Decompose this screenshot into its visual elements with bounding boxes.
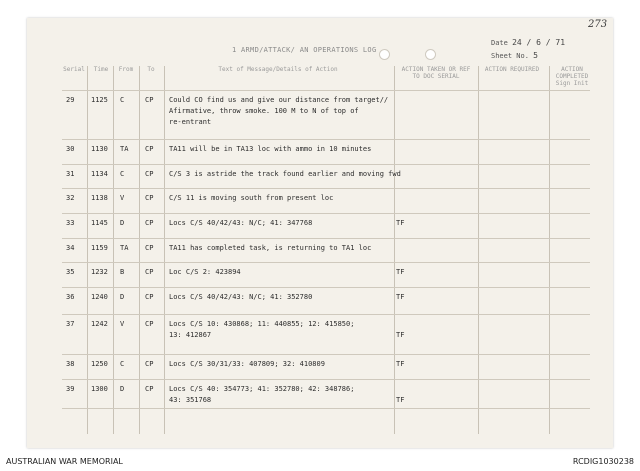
row-divider [62, 314, 590, 315]
time-cell: 1134 [91, 170, 108, 178]
column-header-action-taken: ACTION TAKEN OR REF TO DOC SERIAL [401, 66, 471, 80]
time-cell: 1130 [91, 145, 108, 153]
serial-cell: 39 [66, 385, 75, 393]
row-divider [62, 139, 590, 140]
date-label: Date [491, 39, 508, 47]
to-cell: CP [145, 219, 154, 227]
from-cell: TA [120, 244, 129, 252]
time-cell: 1300 [91, 385, 108, 393]
message-text: Locs C/S 10: 430868; 11: 440855; 12: 415850; [169, 320, 355, 328]
message-text: C/S 11 is moving south from present loc [169, 194, 334, 202]
from-cell: D [120, 219, 125, 227]
serial-cell: 37 [66, 320, 75, 328]
message-text: Locs C/S 40/42/43: N/C; 41: 347768 [169, 219, 313, 227]
serial-cell: 29 [66, 96, 75, 104]
serial-cell: 35 [66, 268, 75, 276]
serial-cell: 34 [66, 244, 75, 252]
punch-hole [379, 49, 390, 60]
serial-cell: 32 [66, 194, 75, 202]
to-cell: CP [145, 194, 154, 202]
time-cell: 1125 [91, 96, 108, 104]
from-cell: V [120, 194, 125, 202]
row-divider [62, 354, 590, 355]
row-divider [62, 238, 590, 239]
time-cell: 1159 [91, 244, 108, 252]
column-header-text: Text of Message/Details of Action [218, 66, 338, 73]
to-cell: CP [145, 385, 154, 393]
message-text: Locs C/S 40: 354773; 41: 352780; 42: 348786; [169, 385, 355, 393]
row-divider [62, 213, 590, 214]
time-cell: 1138 [91, 194, 108, 202]
serial-cell: 36 [66, 293, 75, 301]
to-cell: CP [145, 360, 154, 368]
action-taken-cell: TF [396, 219, 405, 227]
message-text: Loc C/S 2: 423894 [169, 268, 241, 276]
from-cell: B [120, 268, 125, 276]
message-text-continued: re-entrant [169, 118, 212, 126]
to-cell: CP [145, 293, 154, 301]
sheet-label: Sheet No. [491, 52, 529, 60]
message-text: Could CO find us and give our distance from target// [169, 96, 389, 104]
page-number: 273 [588, 19, 608, 30]
serial-cell: 38 [66, 360, 75, 368]
message-text-continued: Afirmative, throw smoke. 100 M to N of top of [169, 107, 359, 115]
message-text: TA11 has completed task, is returning to TA1 loc [169, 244, 372, 252]
row-divider [62, 379, 590, 380]
row-divider [62, 262, 590, 263]
action-taken-cell: TF [396, 360, 405, 368]
message-text: Locs C/S 30/31/33: 407809; 32: 410809 [169, 360, 325, 368]
message-text: TA11 will be in TA13 loc with ammo in 10 minutes [169, 145, 372, 153]
time-cell: 1232 [91, 268, 108, 276]
column-header-from: From [118, 66, 134, 73]
column-header-action-required: ACTION REQUIRED [484, 66, 540, 73]
sheet-number-field [491, 51, 538, 60]
from-cell: C [120, 96, 125, 104]
to-cell: CP [145, 268, 154, 276]
from-cell: C [120, 360, 125, 368]
serial-cell: 30 [66, 145, 75, 153]
time-cell: 1145 [91, 219, 108, 227]
message-text-continued: 43: 351768 [169, 396, 212, 404]
message-text-continued: 13: 412867 [169, 331, 212, 339]
from-cell: C [120, 170, 125, 178]
log-title: 1 ARMD/ATTACK/ AN OPERATIONS LOG [232, 46, 377, 54]
from-cell: V [120, 320, 125, 328]
time-cell: 1240 [91, 293, 108, 301]
row-divider [62, 164, 590, 165]
sheet-value: 5 [533, 51, 538, 60]
date-value: 24 / 6 / 71 [512, 38, 566, 47]
row-divider [62, 287, 590, 288]
to-cell: CP [145, 96, 154, 104]
to-cell: CP [145, 320, 154, 328]
from-cell: TA [120, 145, 129, 153]
serial-cell: 33 [66, 219, 75, 227]
message-text: C/S 3 is astride the track found earlier and moving fwd [169, 170, 401, 178]
action-taken-cell: TF [396, 331, 405, 339]
punch-hole [425, 49, 436, 60]
row-divider [62, 188, 590, 189]
column-header-serial: Serial [63, 66, 85, 73]
from-cell: D [120, 385, 125, 393]
to-cell: CP [145, 244, 154, 252]
message-text: Locs C/S 40/42/43: N/C; 41: 352780 [169, 293, 313, 301]
column-header-time: Time [93, 66, 109, 73]
action-taken-cell: TF [396, 268, 405, 276]
footer-reference: RCDIG1030238 [572, 457, 634, 466]
column-header-action-completed: ACTION COMPLETED Sign Init [555, 66, 589, 87]
row-divider [62, 408, 590, 409]
time-cell: 1250 [91, 360, 108, 368]
date-field [491, 38, 565, 47]
action-taken-cell: TF [396, 293, 405, 301]
footer-source: AUSTRALIAN WAR MEMORIAL [6, 457, 123, 466]
serial-cell: 31 [66, 170, 75, 178]
time-cell: 1242 [91, 320, 108, 328]
action-taken-cell: TF [396, 396, 405, 404]
from-cell: D [120, 293, 125, 301]
row-divider [62, 90, 590, 91]
column-header-to: To [147, 66, 155, 73]
to-cell: CP [145, 170, 154, 178]
to-cell: CP [145, 145, 154, 153]
